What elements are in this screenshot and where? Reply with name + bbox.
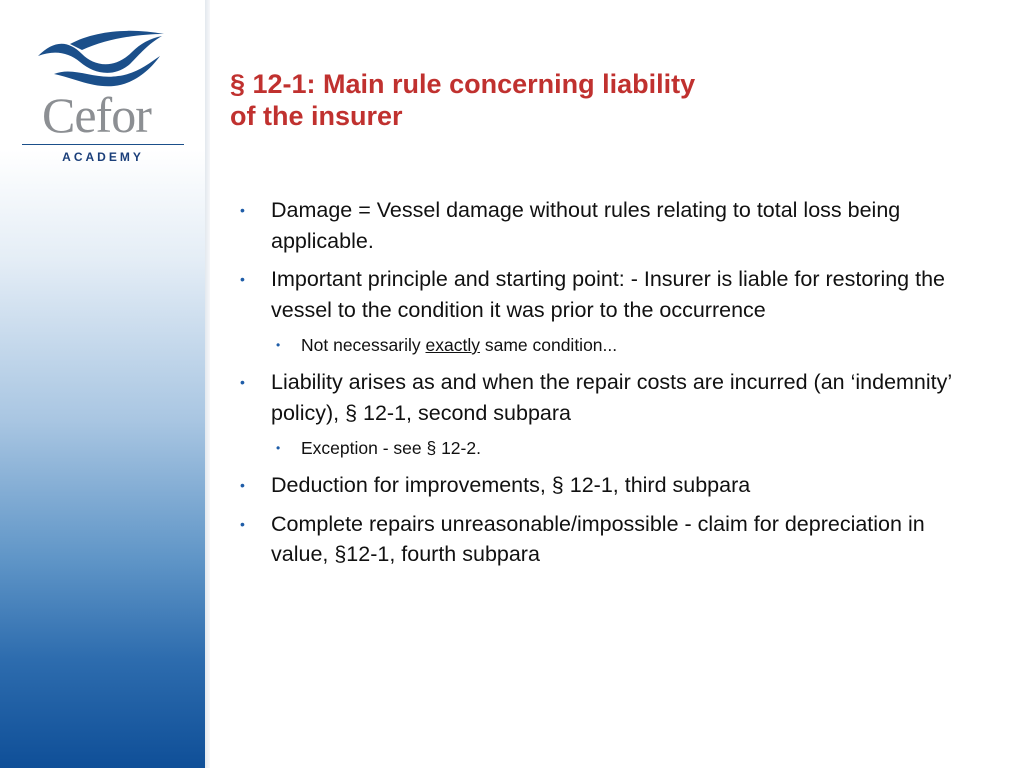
bullet-text: Deduction for improvements, § 12-1, third subpara [271,473,751,497]
slide-title-line-1: § 12-1: Main rule concerning liability [230,69,696,99]
wave-logo-icon [36,30,166,95]
bullet-dot-icon: • [276,441,281,455]
bullet-dot-icon: • [240,202,245,218]
logo-rule [22,144,184,145]
bullet-dot-icon: • [240,374,245,390]
cefor-wordmark: Cefor [42,87,151,143]
bullet-text: Complete repairs unreasonable/impossible - claim for depreciation in value, §12-1, fourth subpara [271,511,925,566]
bullet-dot-icon: • [240,477,245,493]
bullet-damage [240,195,980,256]
sub-bullet-text: Exception - see § 12-2. [301,438,481,458]
bullet-principle [240,264,980,325]
bullet-deduction [240,470,980,501]
sub-bullet-not-exactly [240,333,980,357]
sub-bullet-exception [240,436,980,460]
sidebar-divider [205,0,210,768]
bullet-text: Liability arises as and when the repair costs are incurred (an ‘indemnity’ policy), § 12-1, second subpara [271,370,952,425]
bullet-dot-icon: • [240,515,245,532]
sub-bullet-emphasis: exactly [425,335,480,355]
sub-bullet-text-pre: Not necessarily [301,335,426,355]
bullet-complete-repairs [240,509,980,570]
bullet-text: Damage = Vessel damage without rules relating to total loss being applicable. [271,198,901,253]
slide-content [240,195,980,578]
sub-bullet-text-post: same condition... [479,335,618,355]
bullet-liability [240,367,980,428]
bullet-text: Important principle and starting point: - Insurer is liable for restoring the vessel to the condition it was prior to the occurrence [271,267,945,322]
slide-title [230,68,990,132]
bullet-dot-icon: • [276,338,281,352]
bullet-dot-icon: • [240,271,245,287]
slide-title-line-2: of the insurer [230,101,403,131]
academy-label: ACADEMY [62,150,144,164]
